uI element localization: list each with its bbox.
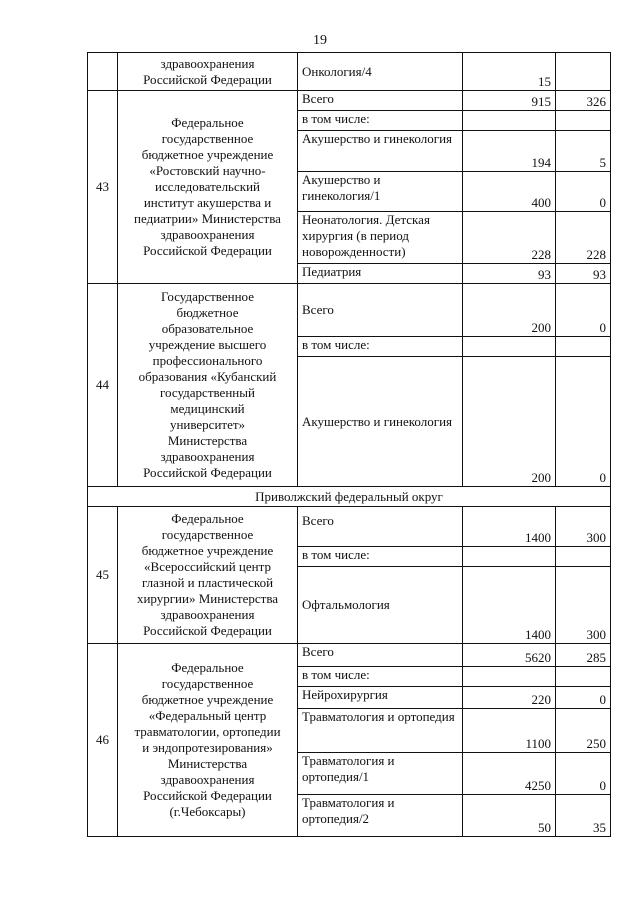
value-second-cell: 300 (556, 507, 611, 547)
value-total-cell: 200 (463, 284, 556, 337)
value-total-cell: 5620 (463, 644, 556, 667)
organization-cell (118, 507, 298, 644)
profile-cell: Нейрохирургия (298, 687, 463, 709)
value-total-cell (463, 337, 556, 357)
profile-cell: Всего (298, 91, 463, 111)
value-second-cell: 300 (556, 567, 611, 644)
profile-cell: в том числе: (298, 667, 463, 687)
profile-cell: Травматология и ортопедия/2 (298, 795, 463, 837)
value-second-cell: 0 (556, 687, 611, 709)
value-second-cell: 35 (556, 795, 611, 837)
table-row (88, 487, 611, 507)
organization-cell (118, 644, 298, 837)
organization-name: Федеральное государственное бюджетное учреждение «Всероссийский центр глазной и пластической хирургии» Министерства здравоохранения Российской Федерации (136, 511, 279, 638)
value-total-cell: 220 (463, 687, 556, 709)
district-heading: Приволжский федеральный округ (88, 487, 611, 507)
profile-cell: Всего (298, 507, 463, 547)
profile-cell: Офтальмология (298, 567, 463, 644)
value-total-cell: 1400 (463, 507, 556, 547)
profile-cell: Акушерство и гинекология (298, 357, 463, 487)
value-second-cell: 0 (556, 284, 611, 337)
organization-cell (118, 284, 298, 487)
value-total-cell: 915 (463, 91, 556, 111)
value-second-cell (556, 667, 611, 687)
value-second-cell (556, 547, 611, 567)
quota-table (87, 52, 611, 837)
table-row (88, 284, 611, 337)
row-number-cell: 45 (88, 507, 118, 644)
row-number-cell (88, 53, 118, 91)
value-total-cell: 15 (463, 53, 556, 91)
value-total-cell: 4250 (463, 753, 556, 795)
value-second-cell: 250 (556, 709, 611, 753)
value-total-cell: 1100 (463, 709, 556, 753)
organization-cell (118, 53, 298, 91)
value-total-cell (463, 111, 556, 131)
value-total-cell: 200 (463, 357, 556, 487)
profile-cell: Травматология и ортопедия/1 (298, 753, 463, 795)
value-total-cell: 228 (463, 212, 556, 264)
value-total-cell (463, 547, 556, 567)
table-row (88, 644, 611, 667)
row-number-cell: 46 (88, 644, 118, 837)
profile-cell: в том числе: (298, 111, 463, 131)
value-second-cell: 93 (556, 264, 611, 284)
profile-cell: Акушерство и гинекология (298, 131, 463, 172)
value-second-cell: 0 (556, 753, 611, 795)
value-second-cell: 285 (556, 644, 611, 667)
organization-name: Федеральное государственное бюджетное учреждение «Федеральный центр травматологии, ортопедии и эндопротезирования» Министерства здравоохранения Российской Федерации (г.Чебоксары) (134, 660, 281, 819)
organization-name: здравоохранения Российской Федерации (143, 55, 272, 87)
value-total-cell: 50 (463, 795, 556, 837)
value-second-cell (556, 337, 611, 357)
table-row (88, 91, 611, 111)
value-total-cell: 93 (463, 264, 556, 284)
profile-cell: Всего (298, 644, 463, 667)
value-second-cell (556, 111, 611, 131)
profile-cell: Неонатология. Детская хирургия (в период новорожденности) (298, 212, 463, 264)
profile-cell: Педиатрия (298, 264, 463, 284)
profile-cell: в том числе: (298, 547, 463, 567)
profile-cell: Травматология и ортопедия (298, 709, 463, 753)
value-second-cell: 5 (556, 131, 611, 172)
table-row (88, 53, 611, 91)
value-second-cell: 0 (556, 357, 611, 487)
value-total-cell: 194 (463, 131, 556, 172)
profile-cell: в том числе: (298, 337, 463, 357)
value-total-cell: 400 (463, 172, 556, 212)
value-second-cell: 326 (556, 91, 611, 111)
row-number-cell: 43 (88, 91, 118, 284)
organization-cell (118, 91, 298, 284)
value-second-cell: 228 (556, 212, 611, 264)
organization-name: Государственное бюджетное образовательное учреждение высшего профессионального образования «Кубанский государственный медицинский университет» Министерства здравоохранения Российской Федерации (138, 289, 277, 480)
page-number: 19 (313, 33, 327, 48)
profile-cell: Онкология/4 (298, 53, 463, 91)
value-total-cell (463, 667, 556, 687)
table-row (88, 507, 611, 547)
value-second-cell (556, 53, 611, 91)
profile-cell: Акушерство и гинекология/1 (298, 172, 463, 212)
value-second-cell: 0 (556, 172, 611, 212)
value-total-cell: 1400 (463, 567, 556, 644)
row-number-cell: 44 (88, 284, 118, 487)
organization-name: Федеральное государственное бюджетное учреждение «Ростовский научно- исследовательский институт акушерства и педиатрии» Министерства здравоохранения Российской Федерации (134, 115, 281, 258)
profile-cell: Всего (298, 284, 463, 337)
